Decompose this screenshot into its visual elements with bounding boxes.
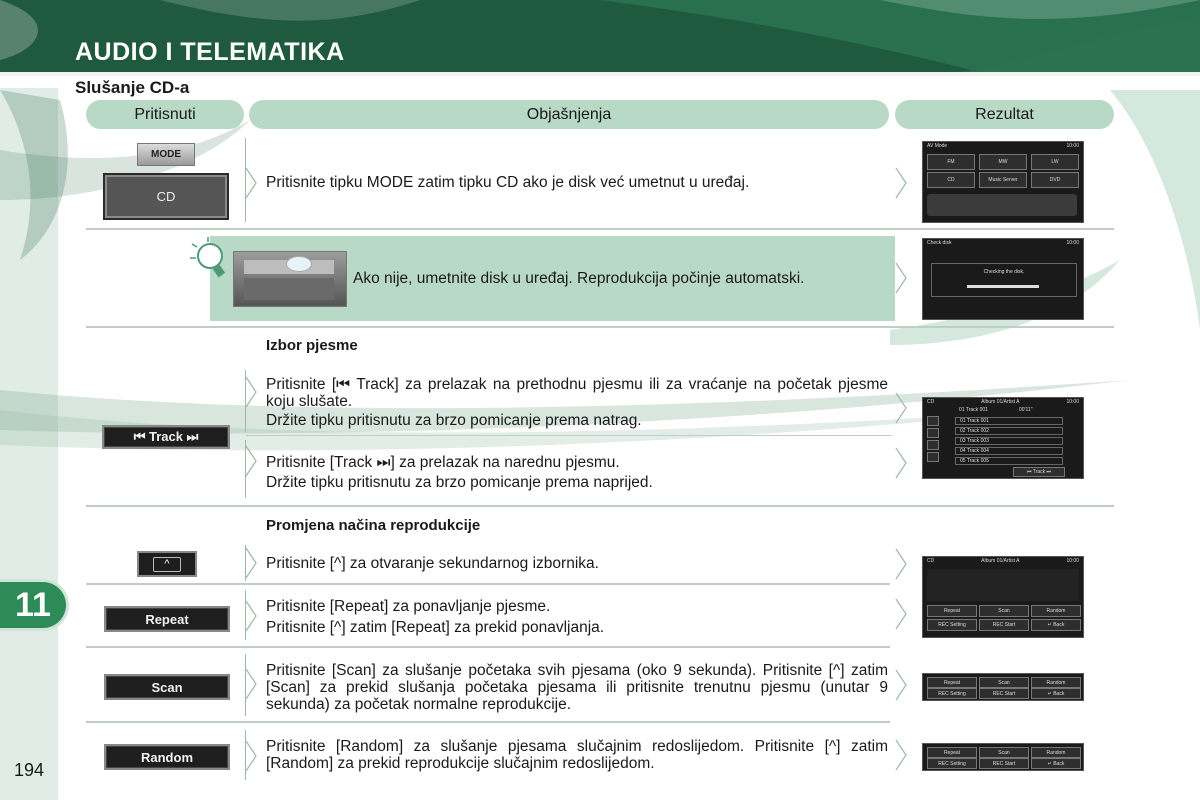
cd-menu-screen <box>922 556 1084 638</box>
chevron-right-icon <box>245 668 257 700</box>
random-button[interactable]: Random <box>104 744 230 770</box>
av-mode-screen <box>922 141 1084 223</box>
repeat-button[interactable]: Repeat <box>104 606 230 632</box>
screen-menu-button: REC Setting <box>927 688 977 699</box>
screen-menu-button: Repeat <box>927 747 977 758</box>
cd-track-screen <box>922 397 1084 479</box>
track-prev-hold-text: Držite tipku pritisnutu za brzo pomicanje prema natrag. <box>266 412 642 429</box>
chapter-tab[interactable]: 11 <box>0 582 66 628</box>
screen-mw-button: MW <box>979 154 1027 170</box>
screen-track-item: 04 Track 004 <box>955 447 1063 455</box>
up-text: Pritisnite [^] za otvaranje sekundarnog izbornika. <box>266 555 599 572</box>
screen-fm-button: FM <box>927 154 975 170</box>
row-separator <box>86 326 1114 328</box>
page-number: 194 <box>14 760 45 780</box>
screen-menu-button: Scan <box>979 747 1029 758</box>
screen-menu-button: REC Start <box>979 688 1029 699</box>
screen-time: 10:00 <box>1066 240 1079 246</box>
screen-side-button <box>927 452 939 462</box>
chevron-right-icon <box>895 739 907 771</box>
screen-lw-button: LW <box>1031 154 1079 170</box>
screen-side-button <box>927 428 939 438</box>
scan-text: Pritisnite [Scan] za slušanje početaka svih pjesama (oko 9 sekunda). Pritisnite [^] zatim [Scan] za prekid slušanja početaka pjesama ili pritisnite trenutnu pjesmu (unutar 9 sekunda) za početak normalne reprodukcije. <box>266 662 888 713</box>
lightbulb-icon <box>188 236 234 282</box>
chevron-right-icon <box>895 167 907 199</box>
row-separator <box>246 435 892 436</box>
screen-side-button <box>927 416 939 426</box>
chevron-up-icon: ^ <box>153 557 181 572</box>
screen-album: Album 01/Artist A <box>981 399 1020 405</box>
screen-menu-button: Random <box>1031 677 1081 688</box>
track-next-hold-text: Držite tipku pritisnutu za brzo pomicanje prema naprijed. <box>266 474 653 491</box>
screen-menu-button: REC Start <box>979 758 1029 769</box>
chevron-right-icon <box>895 262 907 294</box>
screen-menu-button: ↵ Back <box>1031 688 1081 699</box>
screen-album: Album 01/Artist A <box>981 558 1020 564</box>
repeat-text: Pritisnite [Repeat] za ponavljanje pjesme. <box>266 598 551 615</box>
screen-source: CD <box>927 558 935 564</box>
section-title: Slušanje CD-a <box>75 78 190 97</box>
screen-menu-button: Repeat <box>927 605 977 617</box>
subhead-play-mode: Promjena načina reprodukcije <box>266 517 481 534</box>
chevron-right-icon <box>895 598 907 630</box>
screen-menu-button: Repeat <box>927 677 977 688</box>
scan-menu-screen <box>922 673 1084 701</box>
screen-title: Check disk <box>927 240 952 246</box>
track-next-text: Pritisnite [Track ⏭] za prelazak na narednu pjesmu. <box>266 454 620 471</box>
column-header-explanation: Objašnjenja <box>249 100 889 129</box>
screen-track-item: 01 Track 001 <box>955 417 1063 425</box>
up-button[interactable] <box>137 551 197 577</box>
page-title: AUDIO I TELEMATIKA <box>75 38 345 66</box>
screen-side-button <box>927 440 939 450</box>
screen-track-item: 02 Track 002 <box>955 427 1063 435</box>
chevron-right-icon <box>245 376 257 408</box>
chevron-right-icon <box>245 167 257 199</box>
chevron-right-icon <box>895 392 907 424</box>
disc-slot-photo <box>233 251 347 307</box>
row-separator <box>86 228 1114 230</box>
screen-menu-button: ↵ Back <box>1031 758 1081 769</box>
scan-button[interactable]: Scan <box>104 674 230 700</box>
screen-music-server-button: Music Server <box>979 172 1027 188</box>
column-header-press: Pritisnuti <box>86 100 244 129</box>
chevron-right-icon <box>895 548 907 580</box>
screen-time: 10:00 <box>1066 558 1079 564</box>
screen-cd-button: CD <box>927 172 975 188</box>
screen-track-line: 01 Track 001 <box>959 407 988 413</box>
screen-menu-button: ↵ Back <box>1031 619 1081 631</box>
screen-menu-button: REC Setting <box>927 758 977 769</box>
random-menu-screen <box>922 743 1084 771</box>
screen-time: 10:00 <box>1066 399 1079 405</box>
row-separator <box>86 505 1114 507</box>
screen-menu-button: REC Start <box>979 619 1029 631</box>
chevron-right-icon <box>895 447 907 479</box>
track-prev-text: Pritisnite [⏮ Track] za prelazak na prethodnu pjesmu ili za vraćanje na početak pjesme koju slušate. <box>266 376 888 410</box>
screen-menu-button: Scan <box>979 605 1029 617</box>
screen-track-item: 03 Track 003 <box>955 437 1063 445</box>
row-text: Ako nije, umetnite disk u uređaj. Reprodukcija počinje automatski. <box>353 270 805 287</box>
chevron-right-icon <box>245 445 257 477</box>
screen-menu-button: Random <box>1031 605 1081 617</box>
screen-panel <box>927 194 1077 216</box>
chevron-right-icon <box>245 600 257 632</box>
row-separator <box>86 646 890 648</box>
screen-message: Checking the disk. <box>931 263 1077 297</box>
chevron-right-icon <box>245 740 257 772</box>
screen-menu-button: REC Setting <box>927 619 977 631</box>
track-button[interactable]: ⏮ Track ⏭ <box>102 425 230 449</box>
chevron-right-icon <box>895 669 907 701</box>
screen-menu-button: Scan <box>979 677 1029 688</box>
screen-track-list <box>927 569 1079 601</box>
screen-source: CD <box>927 399 935 405</box>
screen-title: AV Mode <box>927 143 948 149</box>
screen-dvd-button: DVD <box>1031 172 1079 188</box>
screen-elapsed: 00'11" <box>1019 407 1033 413</box>
screen-progress-bar <box>967 285 1039 288</box>
row-text: Pritisnite tipku MODE zatim tipku CD ako je disk već umetnut u uređaj. <box>266 174 750 191</box>
screen-track-button: ⏮ Track ⏭ <box>1013 467 1065 477</box>
screen-time: 10:00 <box>1066 143 1079 149</box>
repeat-stop-text: Pritisnite [^] zatim [Repeat] za prekid ponavljanja. <box>266 619 605 636</box>
cd-button[interactable]: CD <box>103 173 229 220</box>
check-disk-screen <box>922 238 1084 320</box>
random-text: Pritisnite [Random] za slušanje pjesama slučajnim redoslijedom. Pritisnite [^] zatim [Random] za prekid reprodukcije slučajnim redoslijedom. <box>266 738 888 772</box>
row-separator <box>86 721 890 723</box>
row-separator <box>86 583 890 585</box>
column-header-result: Rezultat <box>895 100 1114 129</box>
chevron-right-icon <box>245 547 257 579</box>
screen-menu-button: Random <box>1031 747 1081 758</box>
mode-button[interactable]: MODE <box>137 143 195 166</box>
subhead-track-selection: Izbor pjesme <box>266 337 358 354</box>
screen-track-item: 05 Track 005 <box>955 457 1063 465</box>
